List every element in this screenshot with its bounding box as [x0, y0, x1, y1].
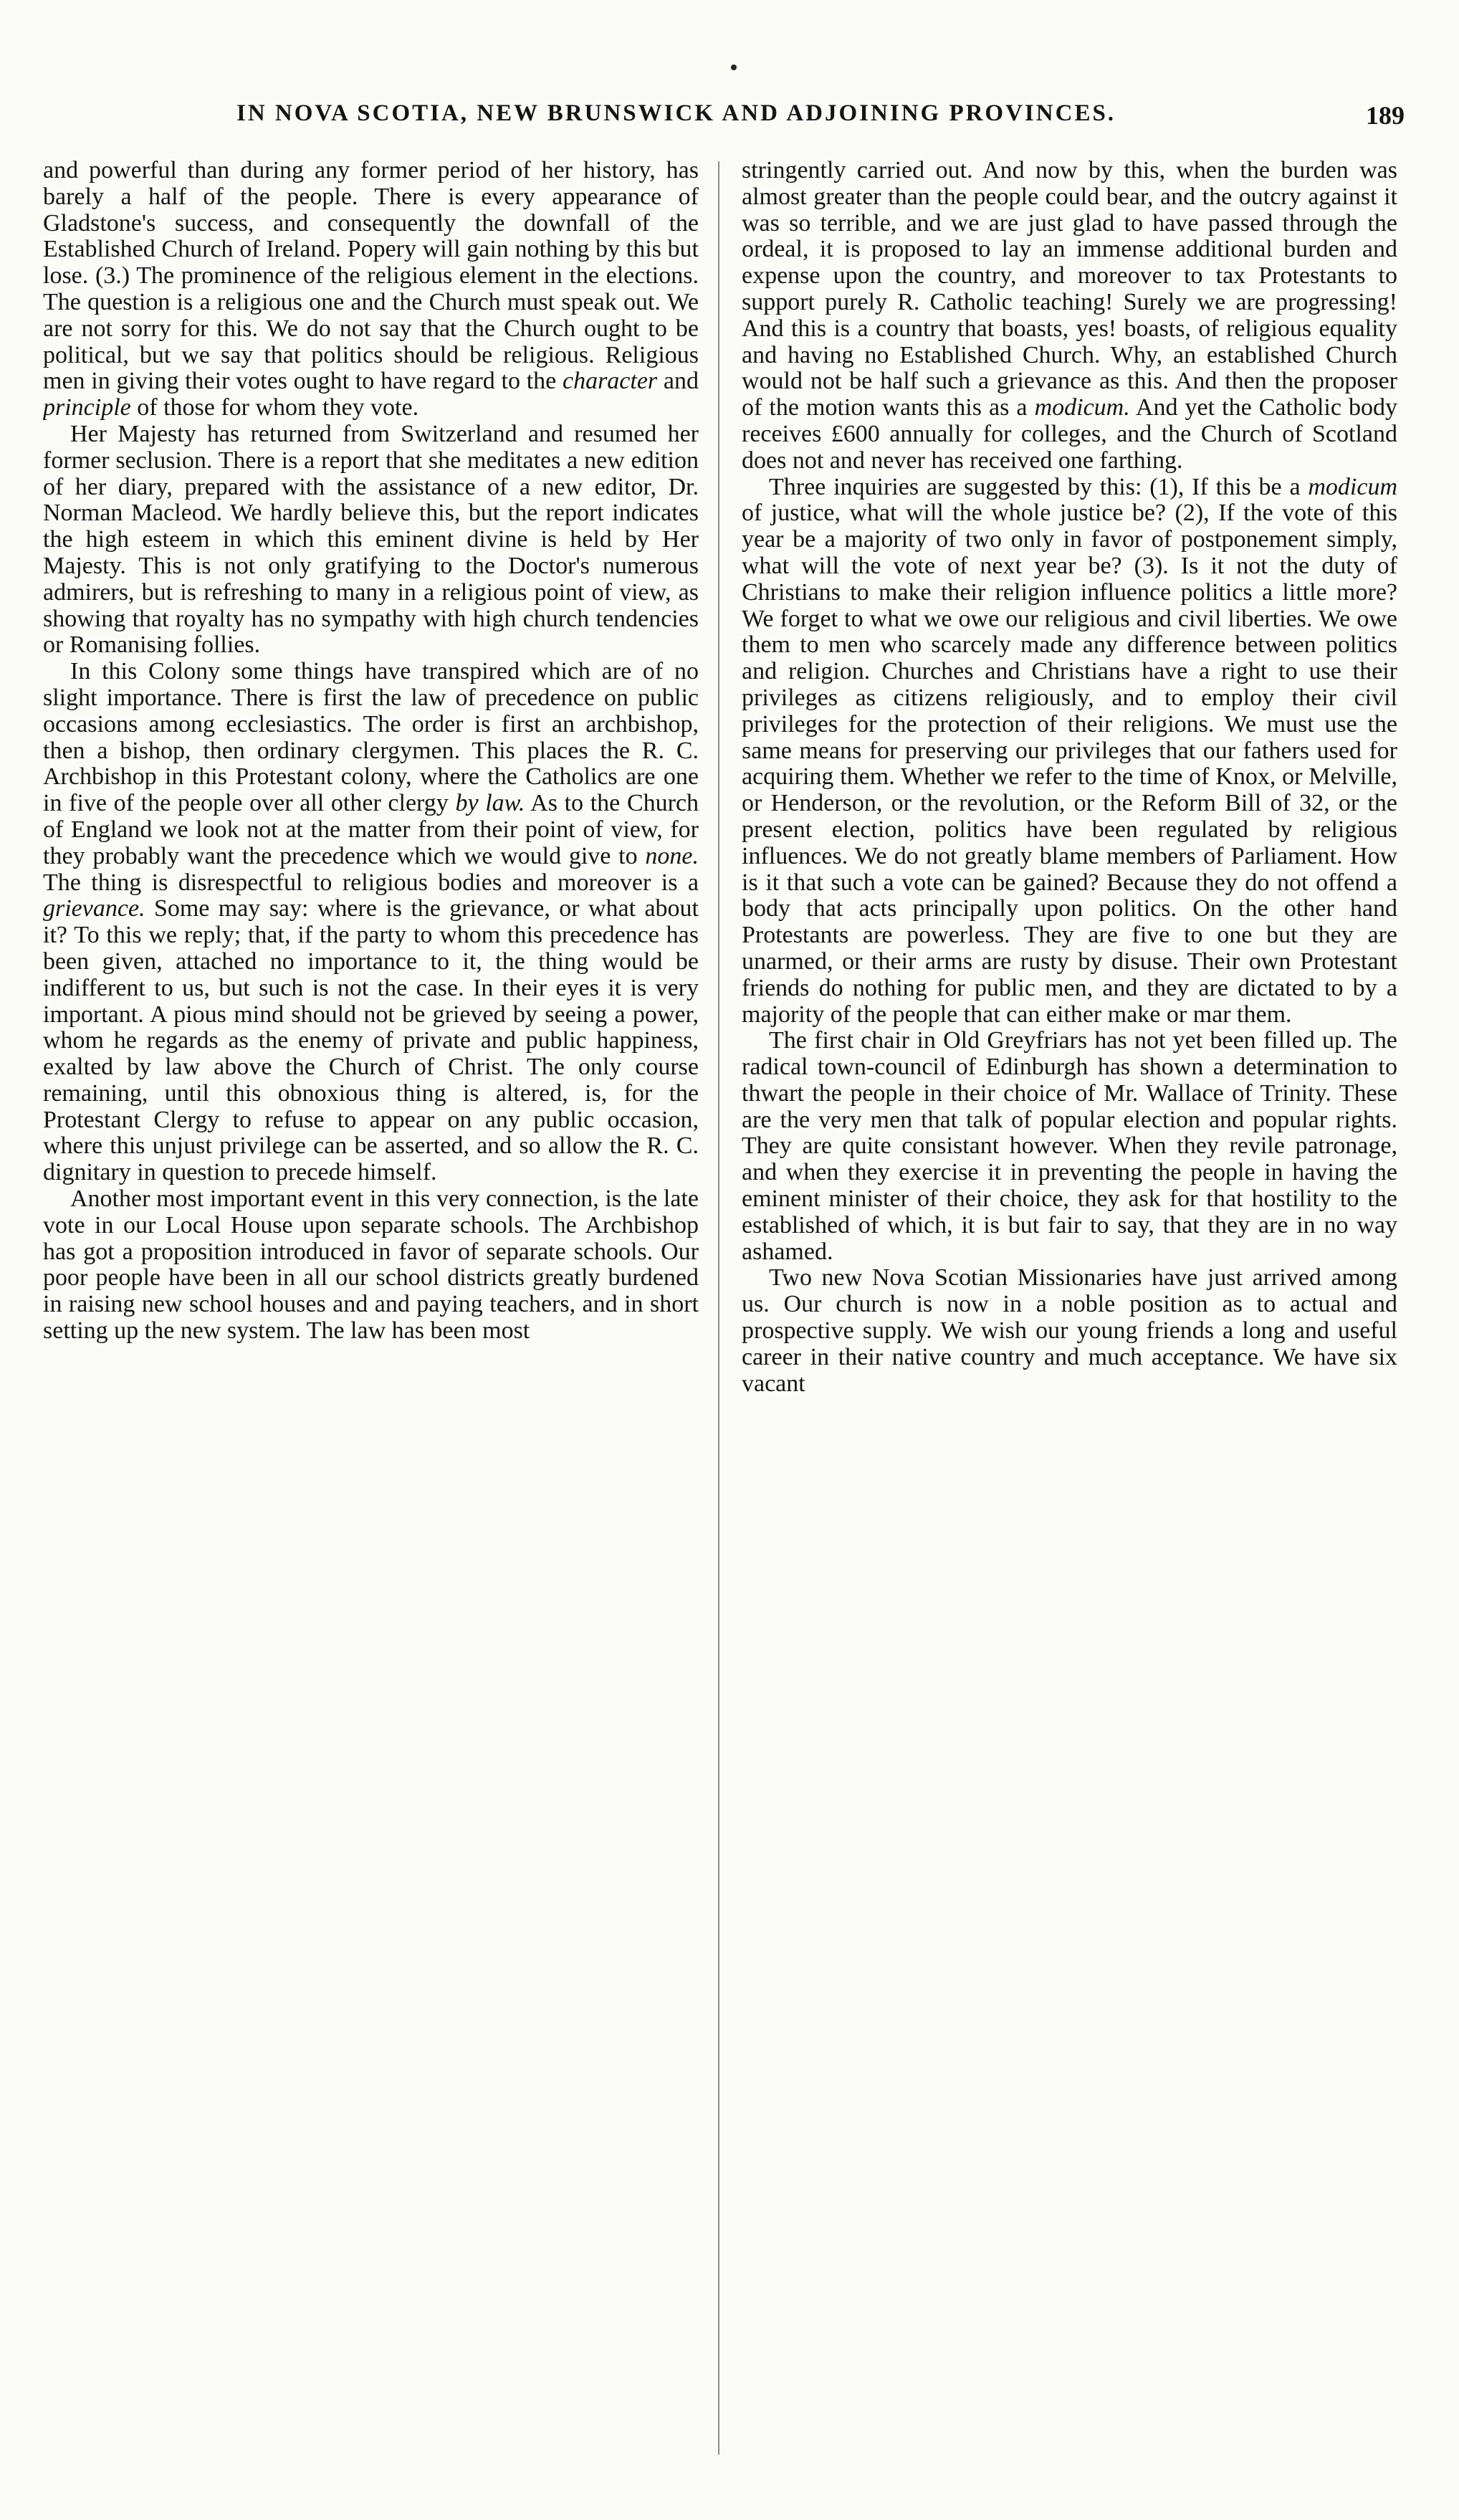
- newspaper-page: [43, 43, 1405, 2473]
- paragraph-politics: and powerful than during any former period of her history, has barely a half of the people. There is every appearance of Gladstone's success, and consequently the downfall of the Established Church of Ireland. Popery will gain nothing by this but lose. (3.) The prominence of the religious element in the elections. The question is a religious one and the Church must speak out. We are not sorry for this. We do not say that the Church ought to be political, but we say that politics should be religious. Religious men in giving their votes ought to have regard to the character and principle of those for whom they vote.: [43, 158, 699, 421]
- paragraph-greyfriars: The first chair in Old Greyfriars has not yet been filled up. The radical town-council of Edinburgh has shown a determination to thwart the people in their choice of Mr. Wallace of Trinity. These are the very men that talk of popular election and popular rights. They are quite consistant however. When they revile patronage, and when they exercise it in preventing the people in having the eminent minister of their choice, they ask for that hostility to the established of which, it is but fair to say, that they are in no way ashamed.: [742, 1027, 1397, 1265]
- left-column: [43, 158, 699, 2458]
- paragraph-precedence: In this Colony some things have transpired which are of no slight importance. There is first the law of precedence on public occasions among ecclesiastics. The order is first an archbishop, then a bishop, then ordinary clergymen. This places the R. C. Archbishop in this Protestant colony, where the Catholics are one in five of the people over all other clergy by law. As to the Church of England we look not at the matter from their point of view, for they probably want the precedence which we would give to none. The thing is disrespectful to religious bodies and moreover is a grievance. Some may say: where is the grievance, or what about it? To this we reply; that, if the party to whom this precedence has been given, attached no importance to it, the thing would be indifferent to us, but such is not the case. In their eyes it is very important. A pious mind should not be grieved by seeing a power, whom he regards as the enemy of private and public happiness, exalted by law above the Church of Christ. The only course remaining, until this obnoxious thing is altered, is, for the Protestant Clergy to refuse to appear on any public occasion, where this unjust privilege can be asserted, and so allow the R. C. dignitary in question to precede himself.: [43, 658, 699, 1186]
- paragraph-her-majesty: Her Majesty has returned from Switzerland and resumed her former seclusion. There is a report that she meditates a new edition of her diary, prepared with the assistance of a new editor, Dr. Norman Macleod. We hardly believe this, but the report indicates the high esteem in which this eminent divine is held by Her Majesty. This is not only gratifying to the Doctor's numerous admirers, but is refreshing to many in a religious point of view, as showing that royalty has no sympathy with high church tendencies or Romanising follies.: [43, 420, 699, 659]
- running-title: IN NOVA SCOTIA, NEW BRUNSWICK AND ADJOINING PROVINCES.: [236, 100, 1116, 126]
- right-column: [742, 158, 1397, 2458]
- paragraph-inquiries: Three inquiries are suggested by this: (1), If this be a modicum of justice, what will the whole justice be? (2), If the vote of this year be a majority of two only in favor of postponement simply, what will the vote of next year be? (3). Is it not the duty of Christians to make their religion influence politics a little more? We forget to what we owe our religious and civil liberties. We owe them to men who scarcely made any difference between politics and religion. Churches and Christians have a right to use their privileges as citizens religiously, and to employ their civil privileges for the protection of their religions. We must use the same means for preserving our privileges that our fathers used for acquiring them. Whether we refer to the time of Knox, or Melville, or Henderson, or the revolution, or the Reform Bill of 32, or the present election, politics have been regulated by religious influences. We do not greatly blame members of Parliament. How is it that such a vote can be gained? Because they do not offend a body that acts principally upon politics. On the other hand Protestants are powerless. They are five to one but they are unarmed, or their arms are rusty by disuse. Their own Protestant friends do nothing for public men, and they are dictated to by a majority of the people that can either make or mar them.: [742, 473, 1397, 1028]
- page-header: [43, 100, 1405, 143]
- page-number: 189: [1366, 101, 1405, 130]
- paragraph-missionaries: Two new Nova Scotian Missionaries have just arrived among us. Our church is now in a noble position as to actual and prospective supply. We wish our young friends a long and useful career in their native country and much acceptance. We have six vacant: [742, 1264, 1397, 1397]
- paragraph-burden: stringently carried out. And now by this, when the burden was almost greater than the people could bear, and the outcry against it was so terrible, and we are just glad to have passed through the ordeal, it is proposed to lay an immense additional burden and expense upon the country, and moreover to tax Protestants to support purely R. Catholic teaching! Surely we are progressing! And this is a country that boasts, yes! boasts, of religious equality and having no Established Church. Why, an established Church would not be half such a grievance as this. And then the proposer of the motion wants this as a modicum. And yet the Catholic body receives £600 annually for colleges, and the Church of Scotland does not and never has received one farthing.: [742, 158, 1397, 474]
- ink-speck: [731, 65, 737, 70]
- paragraph-separate-schools: Another most important event in this very connection, is the late vote in our Local House upon separate schools. The Archbishop has got a proposition introduced in favor of separate schools. Our poor people have been in all our school districts greatly burdened in raising new school houses and and paying teachers, and in short setting up the new system. The law has been most: [43, 1185, 699, 1345]
- column-rule: [718, 161, 719, 2455]
